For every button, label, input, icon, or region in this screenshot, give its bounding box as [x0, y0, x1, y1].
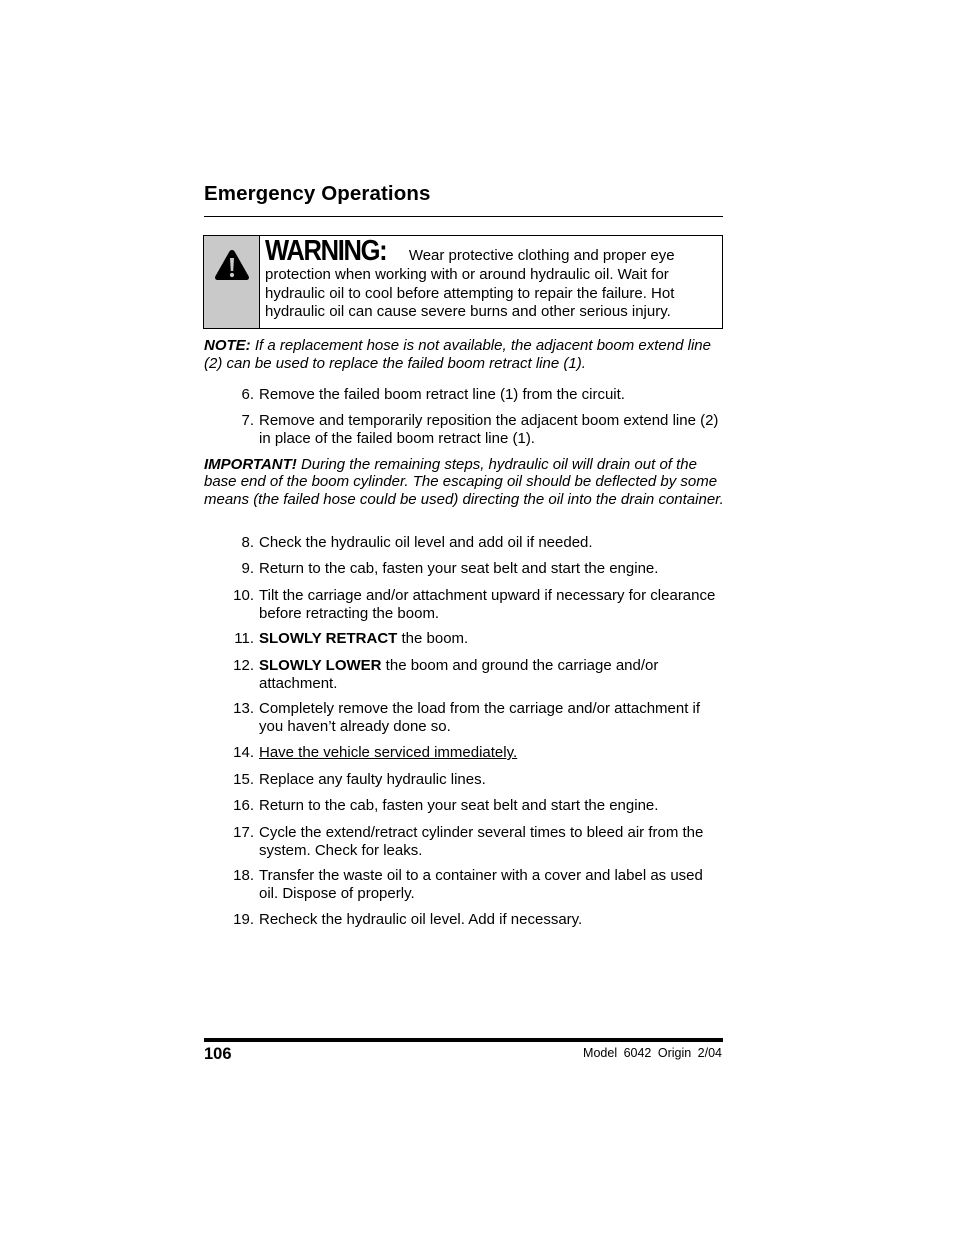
- note-paragraph: [204, 337, 724, 373]
- step-text: [259, 657, 725, 692]
- step-text: Completely remove the load from the carriage and/or attachment if you haven’t already done so.: [259, 700, 701, 735]
- step-text: Check the hydraulic oil level and add oil if needed.: [259, 534, 593, 551]
- step-number: 17.: [233, 824, 254, 841]
- page-number: 106: [204, 1045, 232, 1063]
- step-number: 13.: [233, 700, 254, 717]
- step-number: 18.: [233, 867, 254, 884]
- step-text: Have the vehicle serviced immediately.: [259, 744, 518, 761]
- warning-box: [203, 235, 723, 329]
- step-number: 14.: [233, 744, 254, 761]
- title-divider: [204, 216, 723, 217]
- warning-icon-panel: [204, 236, 260, 328]
- warning-first-line: Wear protective clothing and proper eye: [408, 247, 675, 264]
- step-number: 12.: [233, 657, 254, 674]
- step-text: Remove the failed boom retract line (1) from the circuit.: [259, 386, 625, 403]
- footer-model-info: Model 6042 Origin 2/04: [583, 1046, 722, 1060]
- step-emphasis: SLOWLY LOWER: [259, 657, 382, 674]
- warning-triangle-icon: [212, 246, 252, 284]
- page-title: Emergency Operations: [204, 182, 431, 205]
- step-number: 10.: [233, 587, 254, 604]
- step-text: Cycle the extend/retract cylinder several times to bleed air from the system. Check for leaks.: [259, 824, 704, 859]
- step-number: 7.: [241, 412, 254, 429]
- step-text: [259, 630, 725, 648]
- step-rest: the boom.: [397, 630, 469, 647]
- step-text: Return to the cab, fasten your seat belt and start the engine.: [259, 797, 659, 814]
- step-number: 6.: [241, 386, 254, 403]
- footer-divider: [204, 1038, 723, 1042]
- step-text: Return to the cab, fasten your seat belt and start the engine.: [259, 560, 659, 577]
- step-text: Recheck the hydraulic oil level. Add if necessary.: [259, 911, 583, 928]
- note-lead: NOTE:: [204, 337, 251, 354]
- important-lead: IMPORTANT!: [204, 456, 297, 473]
- step-text: Tilt the carriage and/or attachment upward if necessary for clearance before retracting the boom.: [259, 587, 716, 622]
- step-number: 11.: [234, 630, 254, 647]
- step-number: 9.: [241, 560, 254, 577]
- important-text: During the remaining steps, hydraulic oil will drain out of the base end of the boom cylinder. The escaping oil should be deflected by some means (the failed hose could be used) directing the oil into the drain container.: [204, 456, 724, 508]
- step-number: 15.: [233, 771, 254, 788]
- step-number: 16.: [233, 797, 254, 814]
- warning-rest: protection when working with or around hydraulic oil. Wait for hydraulic oil to cool before attempting to repair the failure. Hot hydraulic oil can cause severe burns and other serious injury.: [265, 266, 675, 320]
- step-rest: the boom and ground the carriage and/or attachment.: [259, 657, 659, 692]
- step-text: Remove and temporarily reposition the adjacent boom extend line (2) in place of the failed boom retract line (1).: [259, 412, 719, 447]
- important-paragraph: [204, 456, 724, 508]
- warning-label: WARNING:: [265, 235, 387, 267]
- step-text: Replace any faulty hydraulic lines.: [259, 771, 486, 788]
- step-text: Transfer the waste oil to a container with a cover and label as used oil. Dispose of properly.: [259, 867, 703, 902]
- warning-message: [265, 236, 715, 322]
- note-text: If a replacement hose is not available, the adjacent boom extend line (2) can be used to replace the failed boom retract line (1).: [204, 337, 711, 372]
- step-emphasis: SLOWLY RETRACT: [259, 630, 398, 647]
- step-number: 19.: [233, 911, 254, 928]
- step-number: 8.: [241, 534, 254, 551]
